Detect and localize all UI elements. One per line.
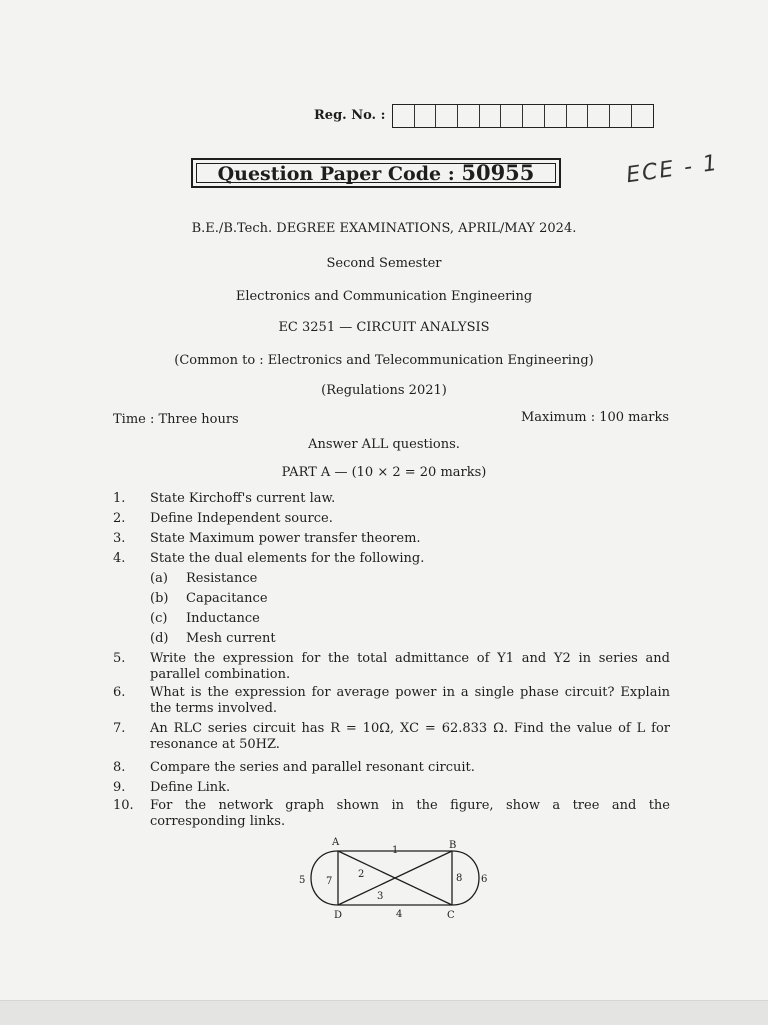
- degree-line: B.E./B.Tech. DEGREE EXAMINATIONS, APRIL/MAY 2024.: [191, 221, 577, 236]
- edge-label: 1: [392, 845, 399, 856]
- common-to: (Common to : Electronics and Telecommunication Engineering): [174, 353, 594, 368]
- option-text: Inductance: [186, 611, 260, 626]
- scan-bottom-edge: [0, 1000, 768, 1025]
- qp-code-label: Question Paper Code :: [217, 163, 462, 185]
- node-label: C: [447, 910, 455, 921]
- question-text: An RLC series circuit has R = 10Ω, XC = 62.833 Ω. Find the value of L for resonance at 50HZ.: [150, 721, 670, 752]
- question-number: 10.: [113, 798, 134, 813]
- question-text: Compare the series and parallel resonant circuit.: [150, 760, 475, 775]
- edge-label: 4: [396, 909, 403, 920]
- question-number: 3.: [113, 531, 126, 546]
- edge-label: 3: [377, 891, 384, 902]
- question-number: 2.: [113, 511, 126, 526]
- option-text: Mesh current: [186, 631, 276, 646]
- reg-no-boxes: [392, 104, 654, 128]
- question-text: For the network graph shown in the figure, show a tree and the corresponding links.: [150, 798, 670, 829]
- question-text: Write the expression for the total admittance of Y1 and Y2 in series and parallel combination.: [150, 651, 670, 682]
- question-paper-code-box: [191, 158, 561, 188]
- maximum-marks: Maximum : 100 marks: [520, 410, 669, 425]
- question-text: State the dual elements for the following.: [150, 551, 425, 566]
- option-label: (d): [150, 631, 169, 646]
- option-text: Capacitance: [186, 591, 268, 606]
- course-title: EC 3251 — CIRCUIT ANALYSIS: [278, 320, 490, 335]
- reg-no-label: Reg. No. :: [314, 108, 386, 123]
- option-label: (b): [150, 591, 169, 606]
- node-label: B: [449, 840, 457, 851]
- question-text: State Maximum power transfer theorem.: [150, 531, 421, 546]
- instruction: Answer ALL questions.: [308, 437, 460, 452]
- edge-label: 6: [481, 874, 488, 885]
- question-text: State Kirchoff's current law.: [150, 491, 336, 506]
- question-text: Define Independent source.: [150, 511, 333, 526]
- edge-label: 2: [358, 869, 365, 880]
- question-text: Define Link.: [150, 780, 231, 795]
- graph-edge-5: [311, 851, 338, 905]
- network-graph-figure: [280, 830, 500, 925]
- edge-label: 5: [299, 875, 306, 886]
- question-number: 1.: [113, 491, 126, 506]
- question-number: 5.: [113, 651, 126, 666]
- question-number: 6.: [113, 685, 126, 700]
- option-label: (c): [150, 611, 168, 626]
- department: Electronics and Communication Engineering: [235, 289, 533, 304]
- edge-label: 8: [456, 873, 463, 884]
- option-text: Resistance: [186, 571, 258, 586]
- edge-label: 7: [326, 876, 333, 887]
- time-allowed: Time : Three hours: [113, 412, 239, 427]
- question-number: 8.: [113, 760, 126, 775]
- node-label: D: [334, 910, 343, 921]
- handwritten-note: ECE - 1: [624, 150, 721, 189]
- qp-code-value: 50955: [461, 160, 535, 185]
- question-number: 7.: [113, 721, 126, 736]
- node-label: A: [332, 837, 340, 848]
- part-title: PART A — (10 × 2 = 20 marks): [281, 465, 487, 480]
- question-number: 9.: [113, 780, 126, 795]
- regulations: (Regulations 2021): [321, 383, 447, 398]
- question-number: 4.: [113, 551, 126, 566]
- semester: Second Semester: [326, 256, 442, 271]
- question-text: What is the expression for average power in a single phase circuit? Explain the terms involved.: [150, 685, 670, 716]
- option-label: (a): [150, 571, 168, 586]
